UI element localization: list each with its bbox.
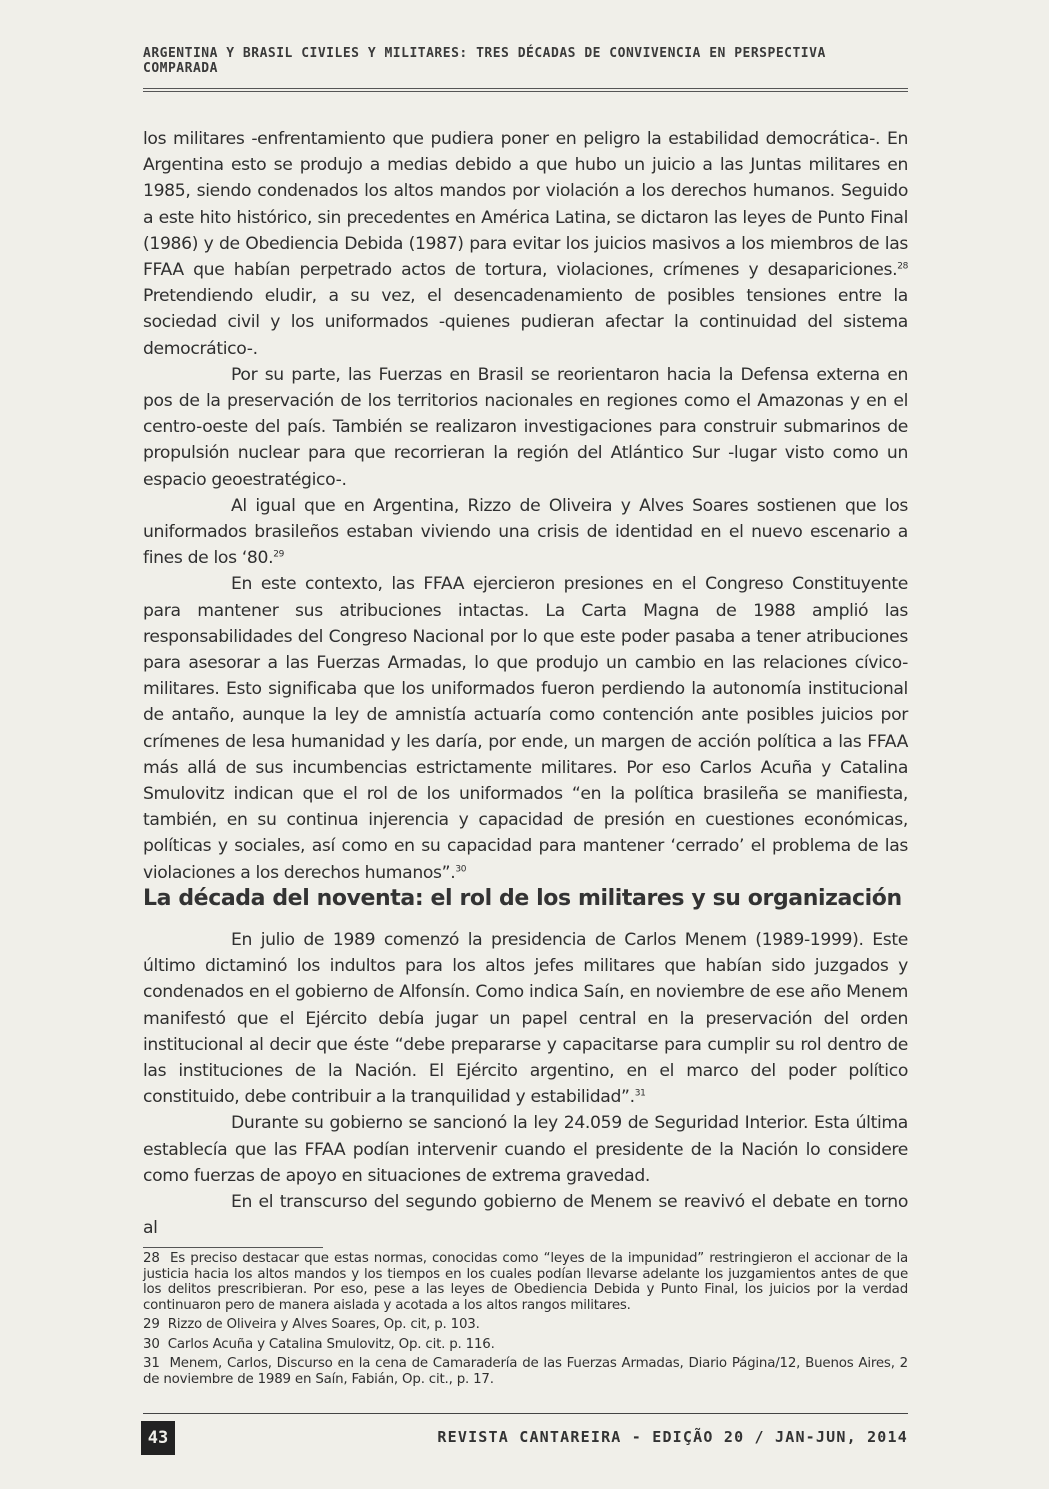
footnote: 30 Carlos Acuña y Catalina Smulovitz, Op. cit. p. 116. — [143, 1336, 495, 1352]
footnote: 31 Menem, Carlos, Discurso en la cena de Camaradería de las Fuerzas Armadas, Diario Página/12, Buenos Aires, 2 de noviembre de 1989 en Saín, Fabián, Op. cit., p. 17. — [143, 1356, 908, 1387]
footnotes — [143, 1251, 908, 1391]
footnote: 28 Es preciso destacar que estas normas, conocidas como “leyes de la impunidad” restringieron el accionar de la justicia hacia los altos mandos y los tiempos en los cuales podían llevarse adelante los juzgamientos antes de que los delitos prescribieran. Por eso, pese a las leyes de Obediencia Debida y Punto Final, los juicios por la verdad continuaron pero de manera aislada y acotada a los altos rangos militares. — [143, 1251, 908, 1313]
running-head: ARGENTINA Y BRASIL CIVILES Y MILITARES: TRES DÉCADAS DE CONVIVENCIA EN PERSPECTIVA COMPARADA — [143, 46, 826, 76]
paragraph: Al igual que en Argentina, Rizzo de Oliveira y Alves Soares sostienen que los uniformados brasileños estaban viviendo una crisis de identidad en el nuevo escenario a fines de los ‘80.29 — [143, 495, 908, 569]
header-rule — [143, 88, 908, 89]
paragraph: los militares -enfrentamiento que pudiera poner en peligro la estabilidad democrática-. En Argentina esto se produjo a medias debido a que hubo un juicio a las Juntas militares en 1985, siendo condenados los altos mandos por violación a los derechos humanos. Seguido a este hito histórico, sin precedentes en América Latina, se dictaron las leyes de Punto Final (1986) y de Obediencia Debida (1987) para evitar los juicios masivos a los miembros de las FFAA que habían perpetrado actos de tortura, violaciones, crímenes y desapariciones.$^{28}$ Pretendiendo eludir, a su vez, el desencadenamiento de posibles tensiones entre la sociedad civil y los uniformados -quienes pudieran afectar la continuidad del sistema democrático-. — [143, 129, 908, 359]
paragraph: Por su parte, las Fuerzas en Brasil se reorientaron hacia la Defensa externa en pos de la preservación de los territorios nacionales en regiones como el Amazonas y en el centro-oeste del país. También se realizaron investigaciones para construir submarinos de propulsión nuclear para que recorrieran la región del Atlántico Sur -lugar visto como un espacio geoestratégico-. — [143, 364, 908, 490]
header-rule-secondary — [143, 91, 908, 92]
body-text-upper — [143, 126, 908, 886]
footnote-separator — [143, 1247, 323, 1248]
footnote-ref[interactable]: 31 — [634, 1088, 646, 1099]
footnote-ref[interactable]: 28 — [897, 261, 908, 272]
paragraph: En el transcurso del segundo gobierno de Menem se reavivó el debate en torno al — [143, 1192, 908, 1239]
paragraph: En julio de 1989 comenzó la presidencia de Carlos Menem (1989-1999). Este último dictaminó los indultos para los altos jefes militares que habían sido juzgados y condenados en el gobierno de Alfonsín. Como indica Saín, en noviembre de ese año Menem manifestó que el Ejército debía jugar un papel central en la preservación del orden institucional al decir que éste “debe prepararse y capacitarse para cumplir su rol dentro de las instituciones de la Nación. El Ejército argentino, en el marco del poder político constituido, debe contribuir a la tranquilidad y estabilidad”.$^{31}$ — [143, 930, 908, 1108]
page-number: 43 — [141, 1421, 175, 1455]
section-heading: La década del noventa: el rol de los militares y su organización — [143, 886, 902, 911]
footer-rule — [143, 1413, 908, 1414]
paragraph: Durante su gobierno se sancionó la ley 24.059 de Seguridad Interior. Esta última establecía que las FFAA podían intervenir cuando el presidente de la Nación lo considere como fuerzas de apoyo en situaciones de extrema gravedad. — [143, 1113, 908, 1186]
footnote-ref[interactable]: 30 — [455, 863, 467, 874]
body-text-lower — [143, 927, 908, 1241]
journal-footer: REVISTA CANTAREIRA - EDIÇÃO 20 / JAN-JUN, 2014 — [437, 1428, 908, 1446]
footnote: 29 Rizzo de Oliveira y Alves Soares, Op. cit, p. 103. — [143, 1317, 480, 1332]
paragraph: En este contexto, las FFAA ejercieron presiones en el Congreso Constituyente para mantener sus atribuciones intactas. La Carta Magna de 1988 amplió las responsabilidades del Congreso Nacional por lo que este poder pasaba a tener atribuciones para asesorar a las Fuerzas Armadas, lo que produjo un cambio en las relaciones cívico-militares. Esto significaba que los uniformados fueron perdiendo la autonomía institucional de antaño, aunque la ley de amnistía actuaría como contención ante posibles juicios por crímenes de lesa humanidad y les daría, por ende, un margen de acción política a las FFAA más allá de sus incumbencias estrictamente militares. Por eso Carlos Acuña y Catalina Smulovitz indican que el rol de los uniformados “en la política brasileña se manifiesta, también, en su continua injerencia y capacidad de presión en cuestiones económicas, políticas y sociales, así como en su capacidad para mantener ‘cerrado’ el problema de las violaciones a los derechos humanos”.$^{30}$ — [143, 574, 908, 883]
footnote-ref[interactable]: 29 — [273, 549, 284, 560]
